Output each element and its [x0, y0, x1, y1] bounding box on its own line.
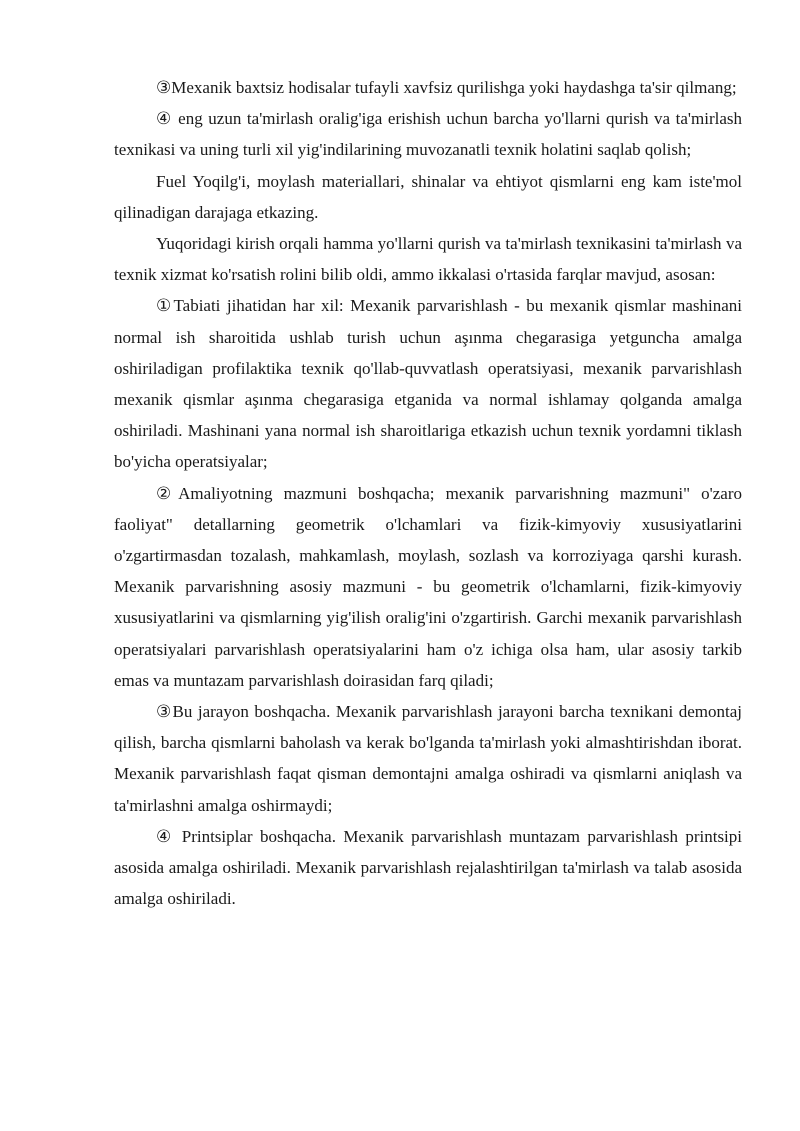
paragraph-principles-difference: ④ Printsiplar boshqacha. Mexanik parvarishlash muntazam parvarishlash printsipi asosida amalga oshiriladi. Mexanik parvarishlash rejalashtirilgan ta'mirlash va talab asosida amalga oshiriladi. [114, 826, 742, 909]
paragraph-process-difference: ③Bu jarayon boshqacha. Mexanik parvarishlash jarayoni barcha texnikani demontaj qilish, barcha qismlarni baholash va kerak bo'lganda ta'mirlash yoki almashtirishdan iborat. Mexanik parvarishlash faqat qisman demontajni amalga oshiradi va qismlarni aniqlash va ta'mirlashni amalga oshirmaydi; [114, 702, 742, 815]
paragraph-repair-interval: ④ eng uzun ta'mirlash oralig'iga erishish uchun barcha yo'llarni qurish va ta'mirlash texnikasi va uning turli xil yig'indilarining muvozanatli texnik holatini saqlab qolish; [114, 109, 742, 160]
paragraph-nature-difference: ①Tabiati jihatidan har xil: Mexanik parvarishlash - bu mexanik qismlar mashinani normal ish sharoitida ushlab turish uchun aşınma chegarasiga yetguncha amalga oshiriladigan profilaktika texnik qo'llab-quvvatlash operatsiyasi, mexanik parvarishlash mexanik qismlar aşınma chegarasiga etganida va normal ishlamay qolganda amalga oshiriladi. Mashinani yana normal ish sharoitlariga etkazish uchun texnik yordamni tiklash bo'yicha operatsiyalar; [114, 296, 742, 472]
paragraph-intro-differences: Yuqoridagi kirish orqali hamma yo'llarni qurish va ta'mirlash texnikasini ta'mirlash va texnik xizmat ko'rsatish rolini bilib oldi, ammo ikkalasi o'rtasida farqlar mavjud, asosan: [114, 234, 742, 285]
paragraph-content-difference: ②Amaliyotning mazmuni boshqacha; mexanik parvarishning mazmuni" o'zaro faoliyat" detallarning geometrik o'lchamlari va fizik-kimyoviy xususiyatlarini o'zgartirmasdan tozalash, mahkamlash, moylash, sozlash va korroziyaga qarshi kurash. Mexanik parvarishning asosiy mazmuni - bu geometrik o'lchamlarni, fizik-kimyoviy xususiyatlarini va qismlarning yig'ilish oralig'ini o'zgartirish. Garchi mexanik parvarishlash operatsiyalari parvarishlash operatsiyalarini ham o'z ichiga olsa ham, ular asosiy tarkib emas va muntazam parvarishlash doirasidan farq qiladi; [114, 483, 742, 690]
paragraph-safety: ③Mexanik baxtsiz hodisalar tufayli xavfsiz qurilishga yoki haydashga ta'sir qilmang; [156, 78, 737, 97]
document-body [114, 72, 742, 914]
paragraph-fuel: Fuel Yoqilg'i, moylash materiallari, shinalar va ehtiyot qismlarni eng kam iste'mol qilinadigan darajaga etkazing. [114, 171, 742, 222]
